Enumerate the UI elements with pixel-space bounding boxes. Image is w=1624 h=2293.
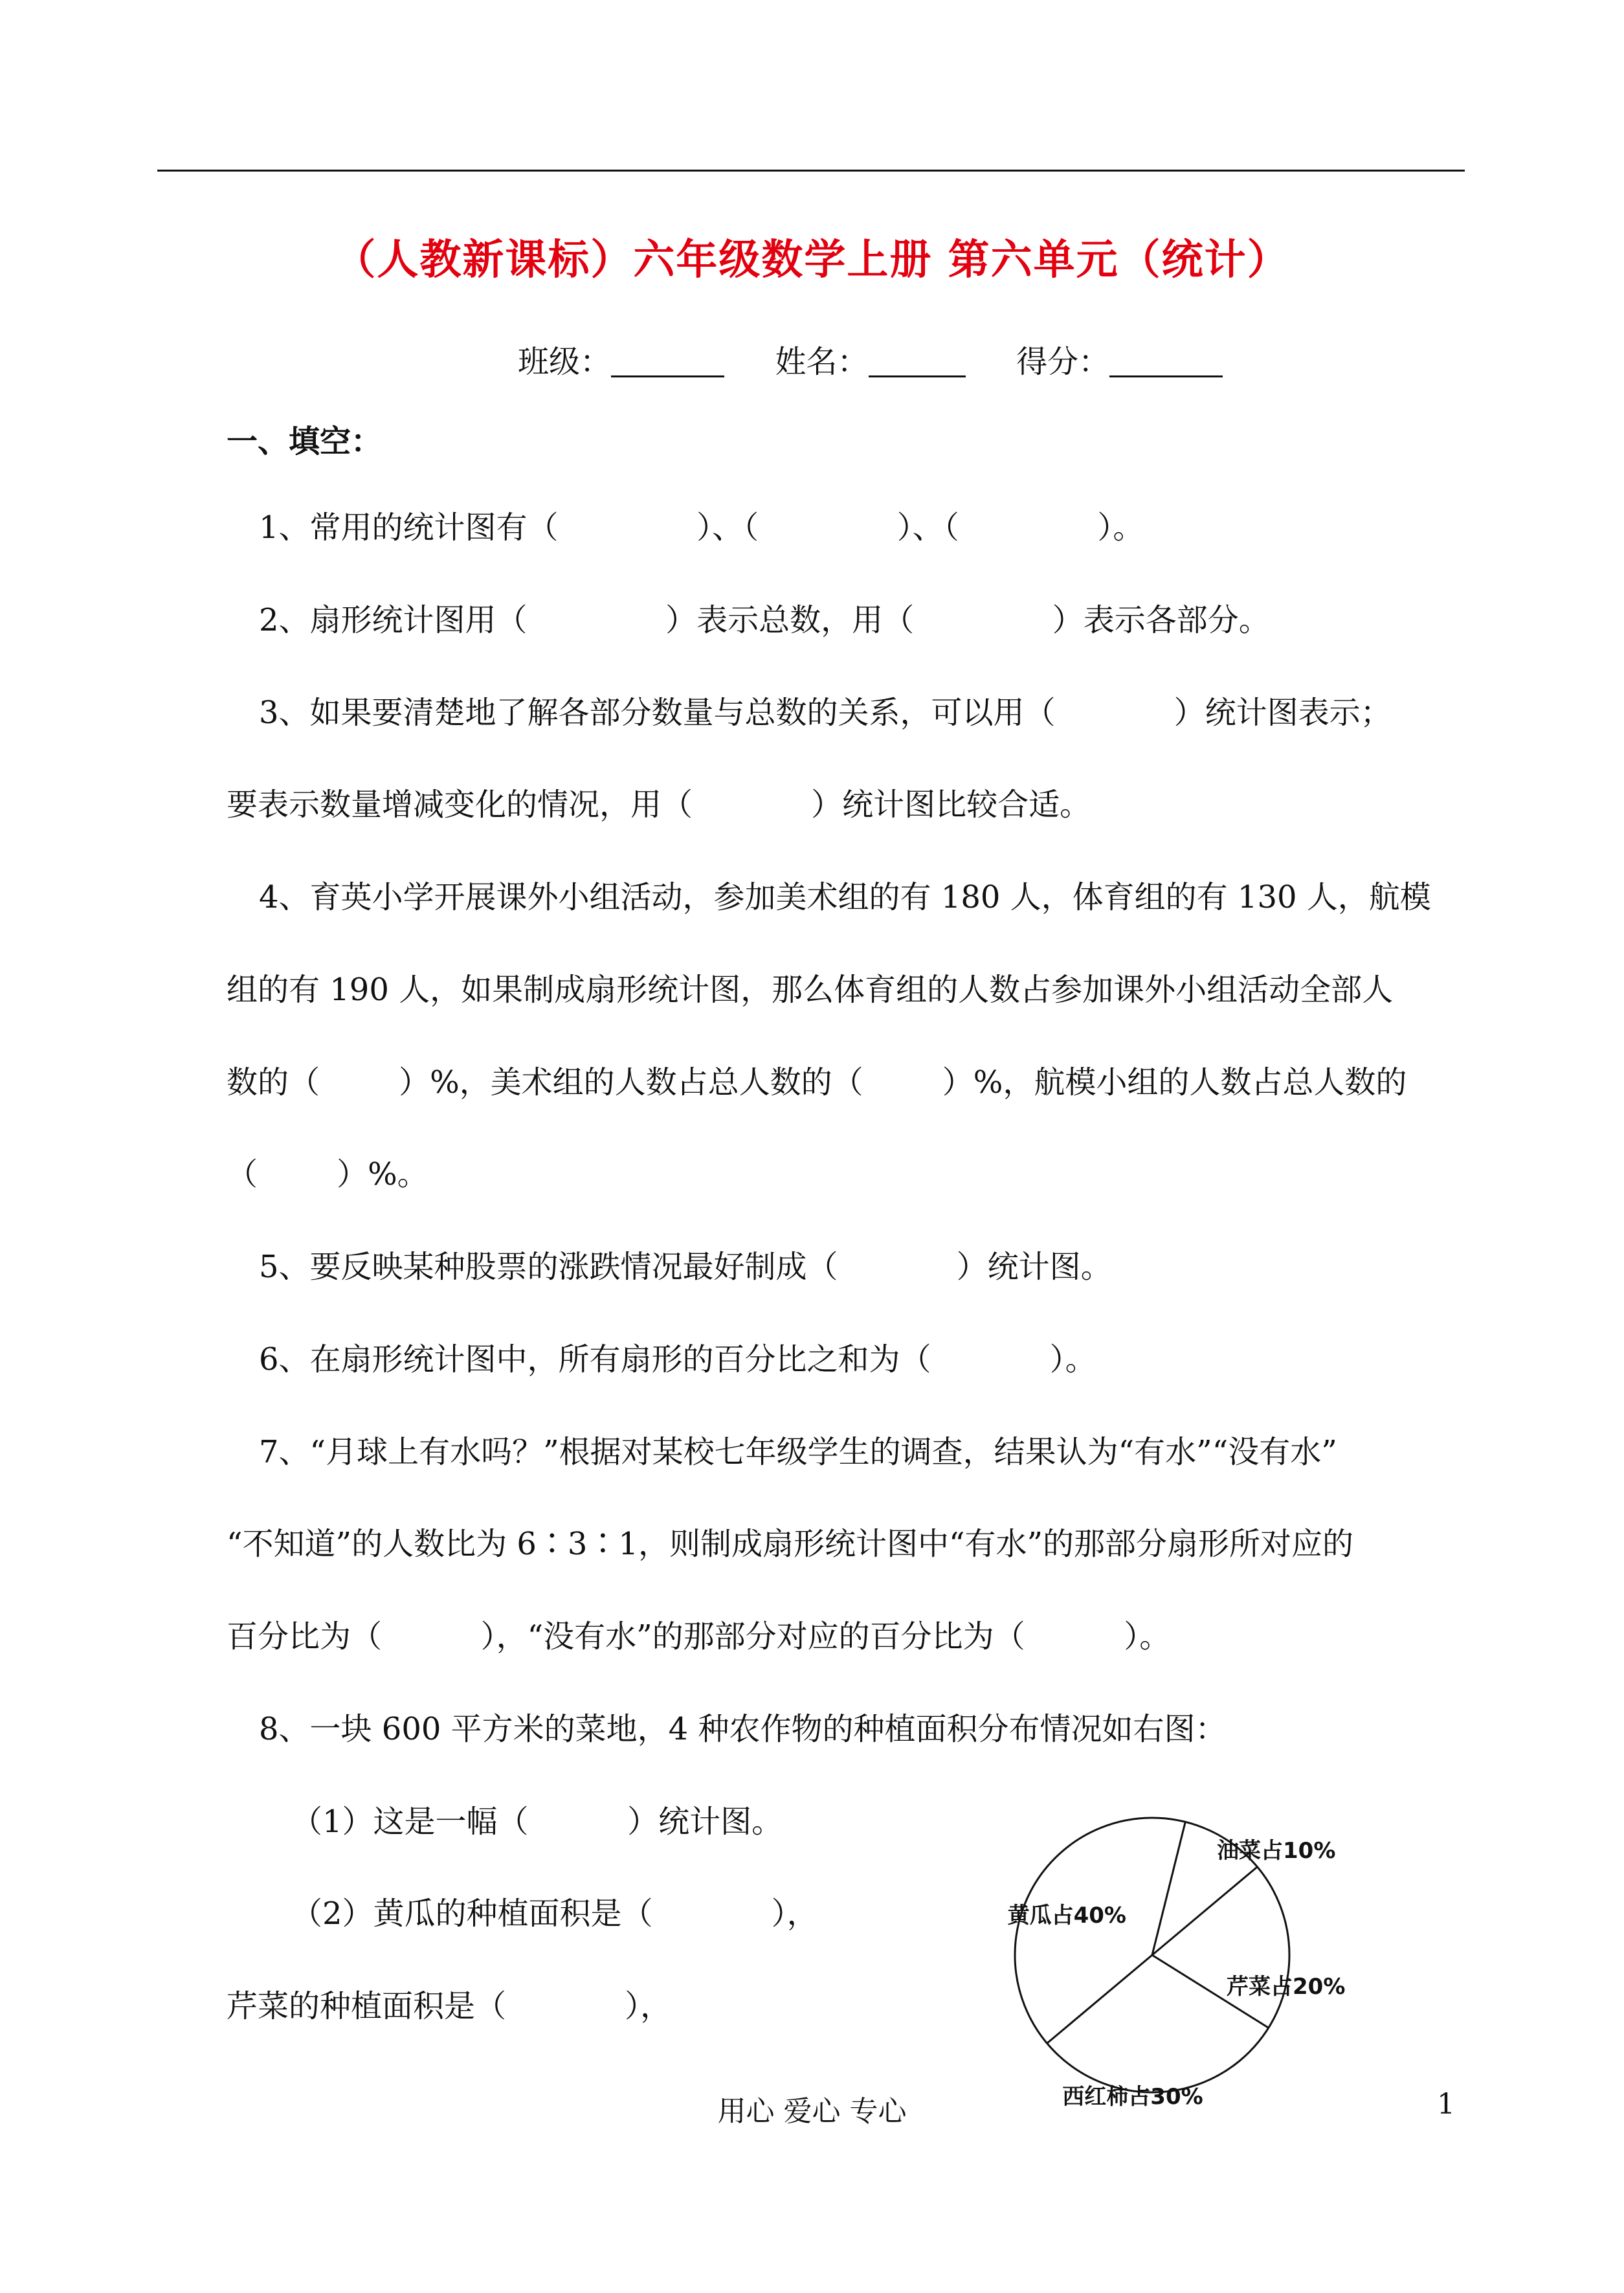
score-label: 得分： bbox=[1016, 344, 1110, 380]
name-label: 姓名： bbox=[775, 344, 869, 380]
top-rule bbox=[157, 170, 1465, 172]
question-line: 3、如果要清楚地了解各部分数量与总数的关系，可以用（ ）统计图表示； bbox=[259, 695, 1392, 731]
pie-slice-boundary bbox=[1152, 1867, 1257, 1955]
question-line: 数的（ ）%，美术组的人数占总人数的（ ）%，航模小组的人数占总人数的 bbox=[227, 1064, 1407, 1101]
question-line: 5、要反映某种股票的涨跌情况最好制成（ ）统计图。 bbox=[259, 1249, 1112, 1285]
pie-slice-label: 黄瓜占40% bbox=[1007, 1903, 1126, 1929]
pie-slice-label: 芹菜占20% bbox=[1227, 1974, 1346, 2000]
question-line: 芹菜的种植面积是（ ）， bbox=[227, 1988, 672, 2024]
class-blank[interactable] bbox=[611, 347, 724, 377]
question-line: 8、一块 600 平方米的菜地，4 种农作物的种植面积分布情况如右图： bbox=[259, 1711, 1227, 1747]
pie-slice-label: 油菜占10% bbox=[1217, 1838, 1336, 1864]
score-blank[interactable] bbox=[1109, 347, 1223, 377]
question-line: 要表示数量增减变化的情况，用（ ）统计图比较合适。 bbox=[227, 787, 1091, 823]
question-line: 7、“月球上有水吗？”根据对某校七年级学生的调查，结果认为“有水”“没有水” bbox=[259, 1434, 1337, 1470]
question-line: 组的有 190 人，如果制成扇形统计图，那么体育组的人数占参加课外小组活动全部人 bbox=[227, 972, 1394, 1008]
question-line: （1）这是一幅（ ）统计图。 bbox=[291, 1804, 783, 1840]
class-label: 班级： bbox=[518, 344, 612, 380]
pie-slice-label: 西红柿占30% bbox=[1062, 2084, 1203, 2110]
page-number: 1 bbox=[1437, 2088, 1455, 2121]
name-blank[interactable] bbox=[869, 347, 966, 377]
question-line: 4、育英小学开展课外小组活动，参加美术组的有 180 人，体育组的有 130 人，航模 bbox=[259, 879, 1431, 915]
pie-slice-boundary bbox=[1152, 1822, 1185, 1955]
question-line: “不知道”的人数比为 6∶3∶1，则制成扇形统计图中“有水”的那部分扇形所对应的 bbox=[227, 1526, 1354, 1562]
question-line: 1、常用的统计图有（ ）、（ ）、（ ）。 bbox=[259, 509, 1144, 546]
student-info-row bbox=[518, 337, 1223, 381]
question-line: （2）黄瓜的种植面积是（ ）， bbox=[291, 1896, 818, 1932]
question-line: 百分比为（ ），“没有水”的那部分对应的百分比为（ ）。 bbox=[227, 1618, 1171, 1655]
page-title: （人教新课标）六年级数学上册 第六单元（统计） bbox=[334, 236, 1290, 284]
pie-slice-boundary bbox=[1047, 1955, 1152, 2043]
question-line: （ ）%。 bbox=[227, 1156, 428, 1192]
footer-text: 用心 爱心 专心 bbox=[717, 2095, 907, 2128]
question-line: 2、扇形统计图用（ ）表示总数，用（ ）表示各部分。 bbox=[259, 602, 1270, 638]
question-line: 6、在扇形统计图中，所有扇形的百分比之和为（ ）。 bbox=[259, 1341, 1096, 1378]
section-heading-fill-in: 一、填空： bbox=[227, 423, 383, 460]
